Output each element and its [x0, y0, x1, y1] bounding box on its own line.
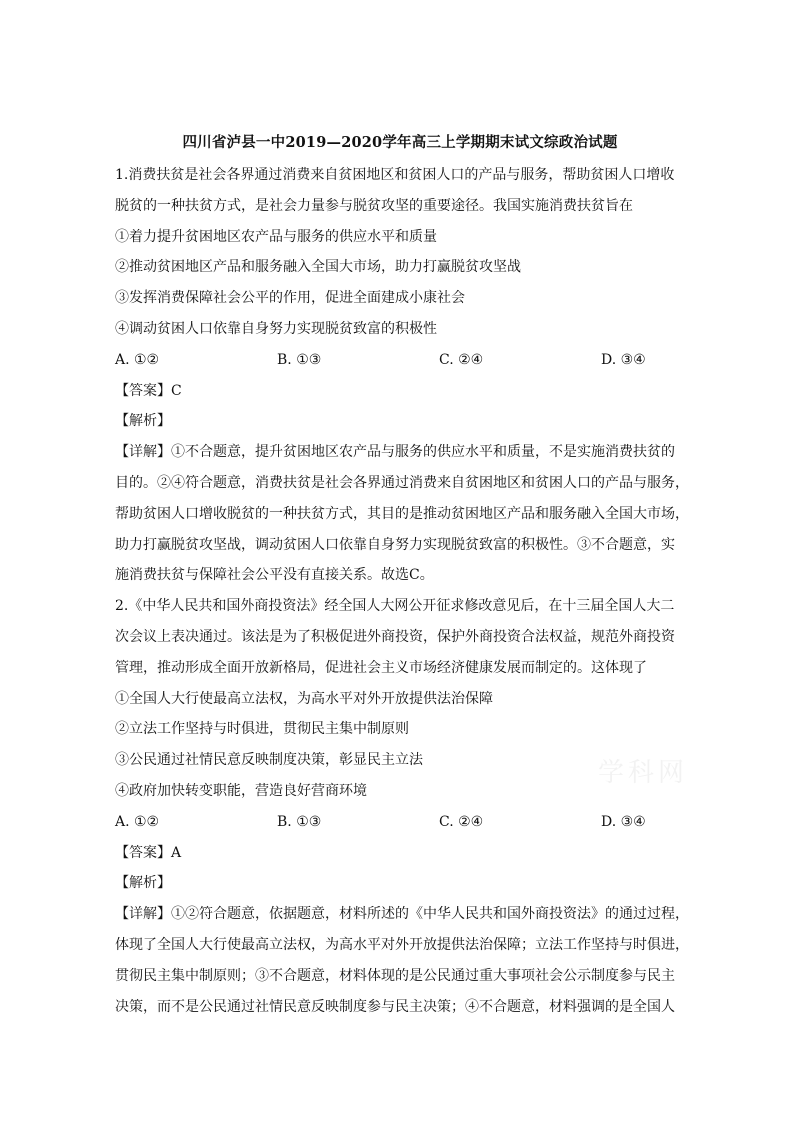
detail-line: 体现了全国人大行使最高立法权，为高水平对外开放提供法治保障；立法工作坚持与时俱进， [115, 936, 689, 953]
detail-line: 帮助贫困人口增收脱贫的一种扶贫方式，其目的是推动贫困地区产品和服务融入全国大市场， [115, 505, 689, 522]
question-stem-line: 管理，推动形成全面开放新格局，促进社会主义市场经济健康发展而制定的。这体现了 [115, 659, 647, 676]
question-item: ②推动贫困地区产品和服务融入全国大市场，助力打赢脱贫攻坚战 [115, 259, 521, 276]
option-d: D. ③④ [601, 351, 646, 368]
answer-line: 【答案】C [115, 382, 182, 399]
question-stem-line: 次会议上表决通过。该法是为了积极促进外商投资，保护外商投资合法权益，规范外商投资 [115, 628, 675, 645]
question-item: ③公民通过社情民意反映制度决策，彰显民主立法 [115, 752, 423, 769]
option-b: B. ①③ [277, 813, 322, 830]
question-stem-line: 脱贫的一种扶贫方式，是社会力量参与脱贫攻坚的重要途径。我国实施消费扶贫旨在 [115, 197, 633, 214]
question-item: ④政府加快转变职能，营造良好营商环境 [115, 782, 367, 799]
option-c: C. ②④ [439, 813, 484, 830]
question-item: ①着力提升贫困地区农产品与服务的供应水平和质量 [115, 228, 437, 245]
option-a: A. ①② [115, 813, 160, 830]
document-content [115, 130, 689, 1022]
document-title: 四川省泸县一中2019—2020学年高三上学期期末试文综政治试题 [182, 134, 618, 151]
option-b: B. ①③ [277, 351, 322, 368]
detail-line: 决策，而不是公民通过社情民意反映制度参与民主决策；④不合题意，材料强调的是全国人 [115, 998, 675, 1015]
detail-line: 助力打赢脱贫攻坚战，调动贫困人口依靠自身努力实现脱贫致富的积极性。③不合题意，实 [115, 536, 675, 553]
analysis-label: 【解析】 [115, 413, 171, 430]
question-stem-line: 2.《中华人民共和国外商投资法》经全国人大网公开征求修改意见后，在十三届全国人大二 [115, 598, 675, 615]
question-1 [115, 160, 689, 591]
option-d: D. ③④ [601, 813, 646, 830]
detail-line: 施消费扶贫与保障社会公平没有直接关系。故选C。 [115, 567, 434, 584]
question-2 [115, 591, 689, 1022]
question-item: ③发挥消费保障社会公平的作用，促进全面建成小康社会 [115, 290, 465, 307]
detail-line: 【详解】①②符合题意，依据题意，材料所述的《中华人民共和国外商投资法》的通过过程， [115, 906, 689, 923]
question-item: ④调动贫困人口依靠自身努力实现脱贫致富的积极性 [115, 320, 437, 337]
detail-line: 【详解】①不合题意，提升贫困地区农产品与服务的供应水平和质量，不是实施消费扶贫的 [115, 444, 675, 461]
option-c: C. ②④ [439, 351, 484, 368]
watermark: 学科网 [598, 758, 689, 788]
answer-line: 【答案】A [115, 844, 182, 861]
option-a: A. ①② [115, 351, 160, 368]
question-item: ①全国人大行使最高立法权，为高水平对外开放提供法治保障 [115, 690, 493, 707]
answer-options [115, 345, 685, 376]
question-stem-line: 1.消费扶贫是社会各界通过消费来自贫困地区和贫困人口的产品与服务，帮助贫困人口增收 [115, 167, 675, 183]
detail-line: 贯彻民主集中制原则；③不合题意，材料体现的是公民通过重大事项社会公示制度参与民主 [115, 967, 675, 984]
analysis-label: 【解析】 [115, 875, 171, 892]
question-item: ②立法工作坚持与时俱进，贯彻民主集中制原则 [115, 721, 409, 738]
answer-options [115, 807, 685, 838]
detail-line: 目的。②④符合题意，消费扶贫是社会各界通过消费来自贫困地区和贫困人口的产品与服务， [115, 474, 689, 491]
